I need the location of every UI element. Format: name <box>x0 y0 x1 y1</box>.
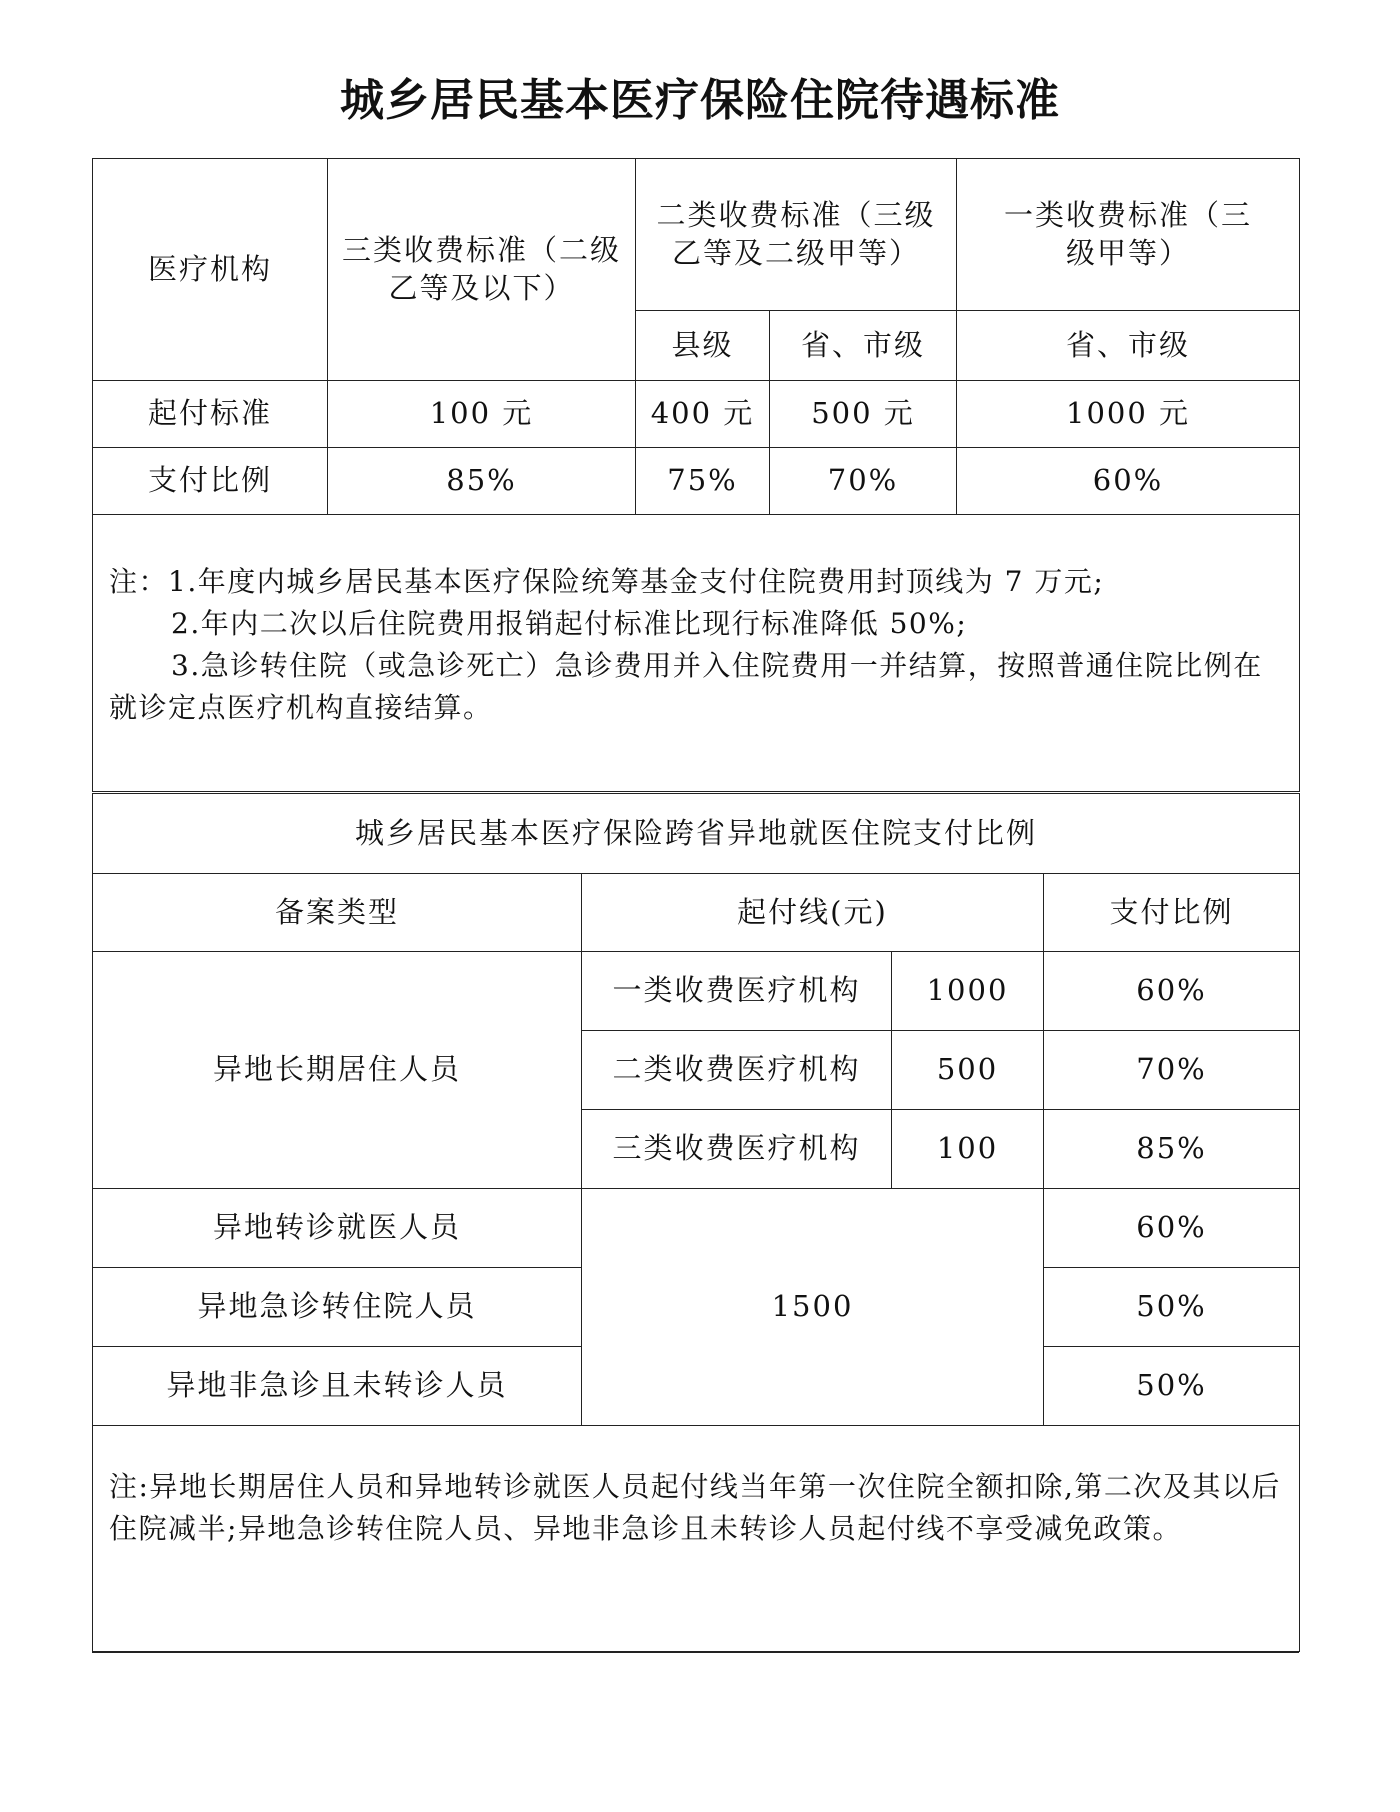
ratio-value: 50% <box>1044 1347 1300 1426</box>
header-class3: 三类收费标准（二级乙等及以下） <box>328 159 636 381</box>
note-text: 注:异地长期居住人员和异地转诊就医人员起付线当年第一次住院全额扣除,第二次及其以后住院减半;异地急诊转住院人员、异地非急诊且未转诊人员起付线不享受减免政策。 <box>109 1470 1281 1545</box>
cell-value: 70% <box>770 448 957 515</box>
person-type: 异地非急诊且未转诊人员 <box>93 1347 582 1426</box>
institution-class: 二类收费医疗机构 <box>582 1031 892 1110</box>
ratio-value: 70% <box>1044 1031 1300 1110</box>
threshold-value: 100 <box>892 1110 1044 1189</box>
header-province-city: 省、市级 <box>770 311 957 381</box>
header-ratio: 支付比例 <box>1044 874 1300 952</box>
institution-class: 三类收费医疗机构 <box>582 1110 892 1189</box>
note-line-1: 注：1.年度内城乡居民基本医疗保险统筹基金支付住院费用封顶线为 7 万元; <box>109 565 1105 598</box>
cross-province-table <box>92 793 1300 1652</box>
threshold-value: 1000 <box>892 952 1044 1031</box>
cell-value: 85% <box>328 448 636 515</box>
header-county: 县级 <box>636 311 770 381</box>
ratio-value: 60% <box>1044 952 1300 1031</box>
ratio-value: 50% <box>1044 1268 1300 1347</box>
cell-value: 60% <box>957 448 1300 515</box>
long-term-resident-label: 异地长期居住人员 <box>93 952 582 1189</box>
cross-province-title: 城乡居民基本医疗保险跨省异地就医住院支付比例 <box>93 794 1300 874</box>
header-class1: 一类收费标准（三级甲等） <box>957 159 1300 311</box>
table-row <box>93 381 1300 448</box>
ratio-value: 60% <box>1044 1189 1300 1268</box>
bottom-rule <box>92 1652 1299 1653</box>
institution-class: 一类收费医疗机构 <box>582 952 892 1031</box>
cell-value: 75% <box>636 448 770 515</box>
header-province-city-class1: 省、市级 <box>957 311 1300 381</box>
cell-value: 500 元 <box>770 381 957 448</box>
row-label: 支付比例 <box>93 448 328 515</box>
cell-value: 1000 元 <box>957 381 1300 448</box>
header-threshold: 起付线(元) <box>582 874 1044 952</box>
inpatient-benefit-table <box>92 158 1300 792</box>
threshold-value: 500 <box>892 1031 1044 1110</box>
table-row <box>93 1189 1300 1268</box>
cell-value: 100 元 <box>328 381 636 448</box>
table-row <box>93 448 1300 515</box>
row-label: 起付标准 <box>93 381 328 448</box>
header-institution: 医疗机构 <box>93 159 328 381</box>
note-line-2: 2.年内二次以后住院费用报销起付标准比现行标准降低 50%; <box>171 607 968 640</box>
cell-value: 400 元 <box>636 381 770 448</box>
cross-province-note <box>93 1426 1300 1652</box>
person-type: 异地急诊转住院人员 <box>93 1268 582 1347</box>
ratio-value: 85% <box>1044 1110 1300 1189</box>
page-title: 城乡居民基本医疗保险住院待遇标准 <box>340 75 1060 126</box>
table-row <box>93 952 1300 1031</box>
header-type: 备案类型 <box>93 874 582 952</box>
person-type: 异地转诊就医人员 <box>93 1189 582 1268</box>
notes-block <box>93 515 1300 792</box>
header-class2: 二类收费标准（三级乙等及二级甲等） <box>636 159 957 311</box>
note-line-3: 3.急诊转住院（或急诊死亡）急诊费用并入住院费用一并结算，按照普通住院比例在就诊定点医疗机构直接结算。 <box>109 649 1263 724</box>
shared-threshold: 1500 <box>582 1189 1044 1426</box>
